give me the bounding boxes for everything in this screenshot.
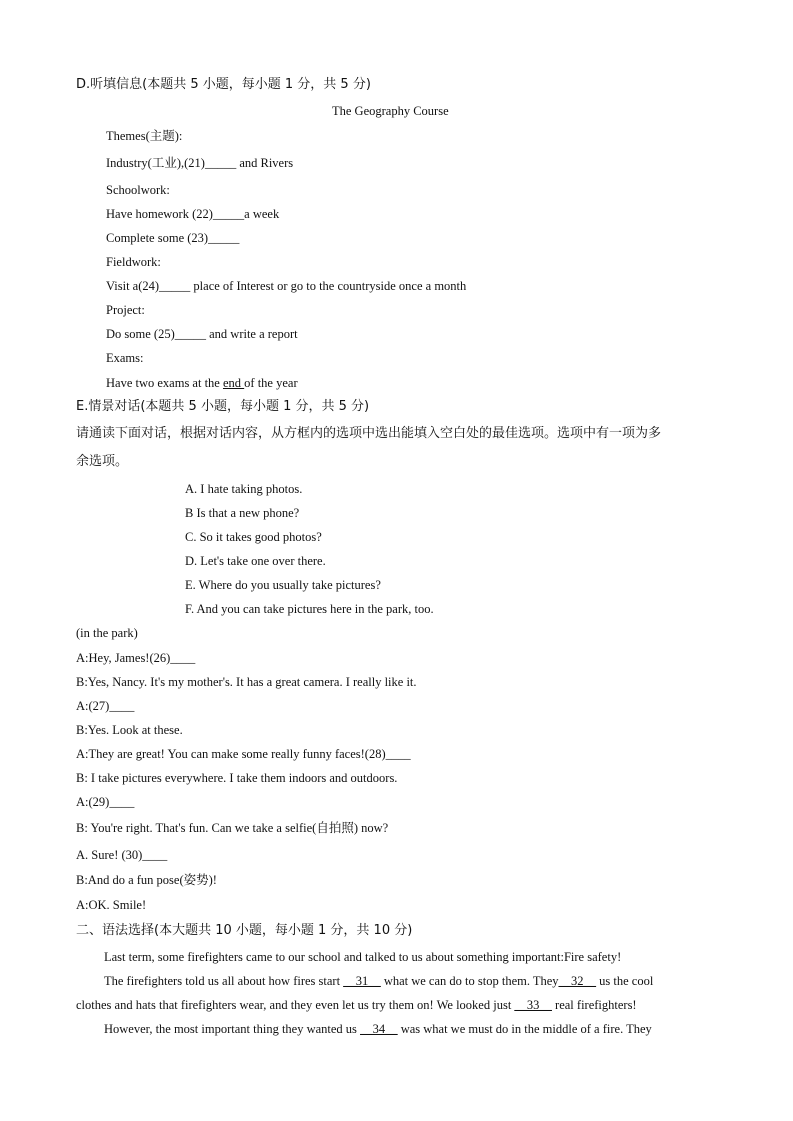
option-b: B Is that a new phone?: [185, 506, 300, 520]
passage-line: The firefighters told us all about how fires start __31__ what we can do to stop them. They__32__ us the cool: [104, 974, 654, 988]
option-a: A. I hate taking photos.: [185, 482, 303, 496]
two-exams-line: Have two exams at the end of the year: [106, 376, 298, 390]
complete-line: Complete some (23)_____: [106, 231, 240, 245]
dialogue-line: A:(27)____: [76, 699, 135, 713]
dialogue-line: B:Yes, Nancy. It's my mother's. It has a great camera. I really like it.: [76, 675, 417, 689]
project-label: Project:: [106, 303, 145, 317]
section-d-heading: D.听填信息(本题共 5 小题，每小题 1 分，共 5 分): [76, 77, 371, 92]
section-e-heading: E.情景对话(本题共 5 小题，每小题 1 分，共 5 分): [76, 399, 370, 414]
fieldwork-label: Fieldwork:: [106, 255, 161, 269]
exams-label: Exams:: [106, 351, 144, 365]
instruction-line-1: 请通读下面对话，根据对话内容，从方框内的选项中选出能填入空白处的最佳选项。选项中有一项为多: [76, 426, 662, 441]
homework-line: Have homework (22)_____a week: [106, 207, 280, 221]
dialogue-line: B:Yes. Look at these.: [76, 723, 183, 737]
grammar-section-heading: 二、语法选择(本大题共 10 小题，每小题 1 分，共 10 分): [76, 923, 413, 938]
passage-line: Last term, some firefighters came to our school and talked to us about something important:Fire safety!: [104, 950, 622, 964]
course-title: The Geography Course: [332, 104, 449, 118]
do-some-line: Do some (25)_____ and write a report: [106, 327, 298, 341]
visit-line: Visit a(24)_____ place of Interest or go to the countryside once a month: [106, 279, 467, 293]
option-f: F. And you can take pictures here in the park, too.: [185, 602, 434, 616]
dialogue-line: A:They are great! You can make some really funny faces!(28)____: [76, 747, 411, 761]
passage-line: However, the most important thing they wanted us __34__ was what we must do in the middle of a fire. They: [104, 1022, 652, 1036]
dialogue-line: B: I take pictures everywhere. I take them indoors and outdoors.: [76, 771, 398, 785]
schoolwork-label: Schoolwork:: [106, 183, 170, 197]
passage-line: clothes and hats that firefighters wear, and they even let us try them on! We looked just __33__ real firefighters!: [76, 998, 637, 1012]
dialogue-line: A:OK. Smile!: [76, 898, 147, 912]
option-c: C. So it takes good photos?: [185, 530, 322, 544]
scene-note: (in the park): [76, 626, 138, 640]
themes-label: Themes(主题):: [106, 129, 183, 143]
dialogue-line: B:And do a fun pose(姿势)!: [76, 873, 217, 887]
dialogue-line: A:(29)____: [76, 795, 135, 809]
dialogue-line: A. Sure! (30)____: [76, 848, 168, 862]
instruction-line-2: 余选项。: [76, 454, 129, 469]
industry-line: Industry(工业),(21)_____ and Rivers: [106, 156, 294, 170]
option-d: D. Let's take one over there.: [185, 554, 326, 568]
option-e: E. Where do you usually take pictures?: [185, 578, 381, 592]
dialogue-line: B: You're right. That's fun. Can we take a selfie(自拍照) now?: [76, 821, 389, 835]
dialogue-line: A:Hey, James!(26)____: [76, 651, 196, 665]
